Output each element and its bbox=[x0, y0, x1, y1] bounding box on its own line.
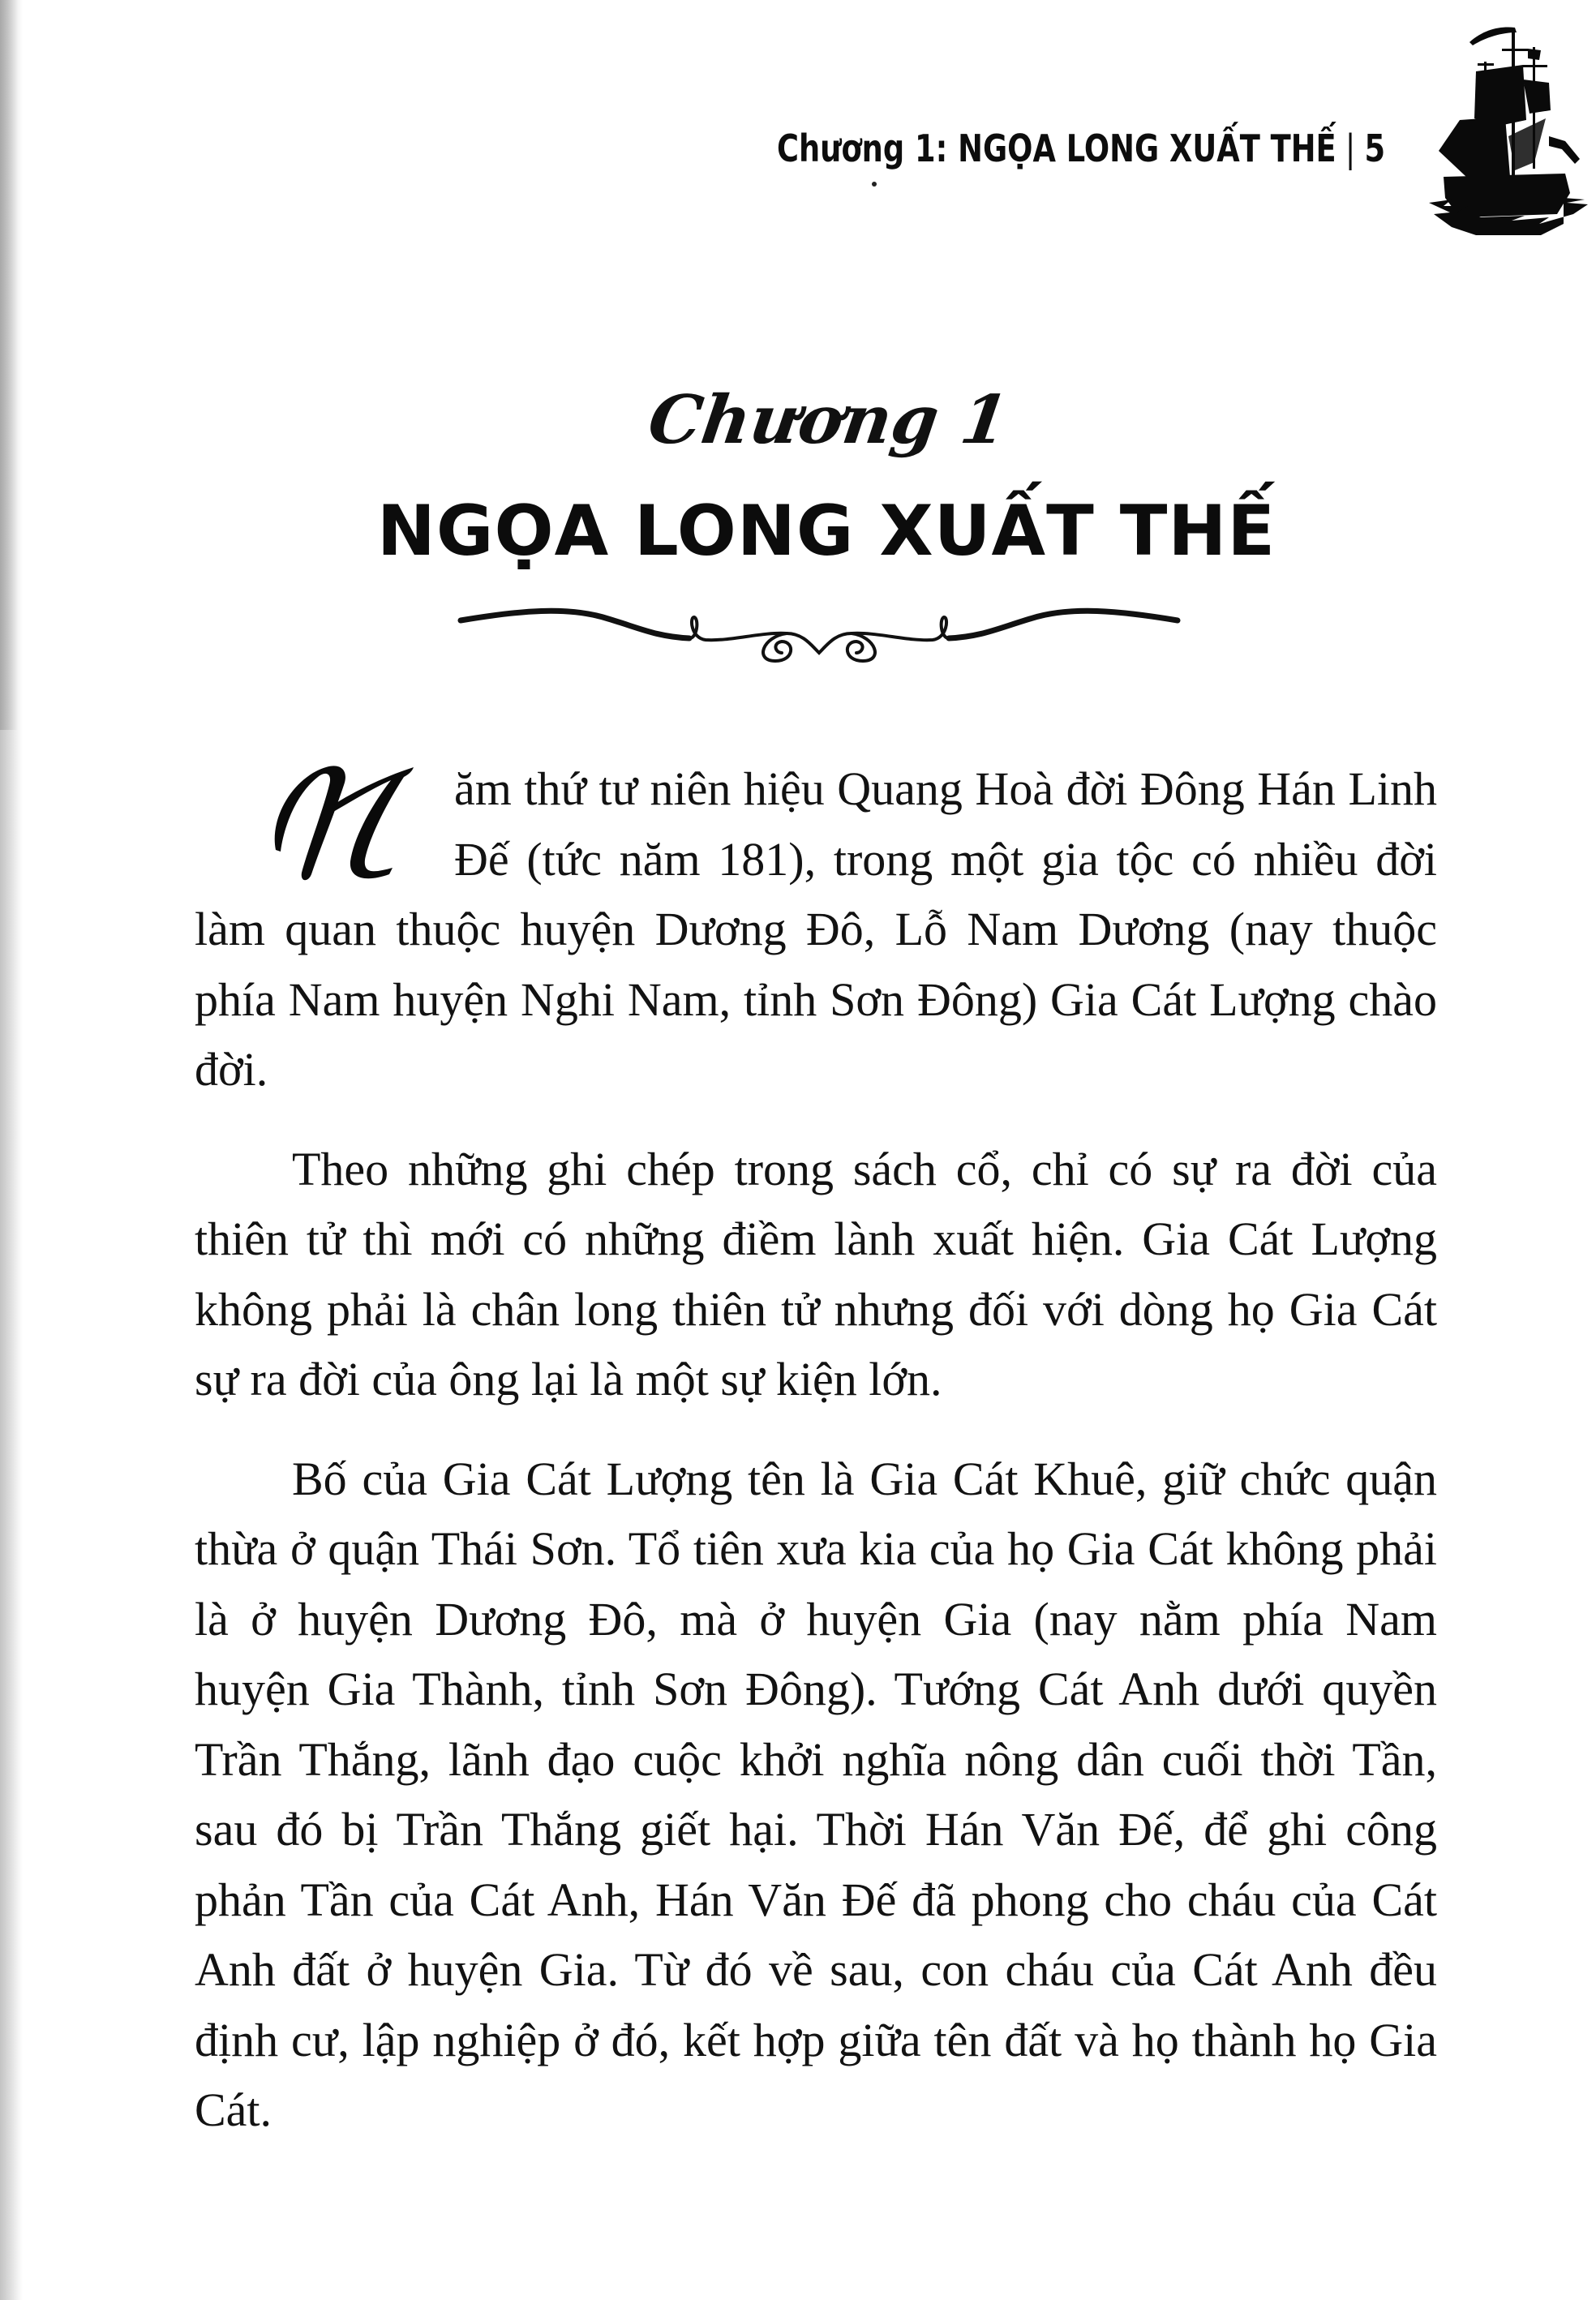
page-number: 5 bbox=[1364, 127, 1386, 170]
running-head-separator: | bbox=[1345, 127, 1356, 170]
chapter-body bbox=[195, 754, 1437, 2175]
paragraph-1-text: ăm thứ tư niên hiệu Quang Hoà đời Đông Hán Linh Đế (tức năm 181), trong một gia tộc có nhiều đời làm quan thuộc huyện Dương Đô, Lỗ Nam Dương (nay thuộc phía Nam huyện Nghi Nam, tỉnh Sơn Đông) Gia Cát Lượng chào đời. bbox=[195, 762, 1437, 1096]
running-head-chapter: Chương 1: NGỌA LONG XUẤT THẾ bbox=[777, 127, 1336, 170]
paragraph-1 bbox=[195, 754, 1437, 1105]
drop-cap-n-glyph bbox=[269, 761, 448, 882]
running-head-text bbox=[777, 120, 1386, 177]
paragraph-3: Bố của Gia Cát Lượng tên là Gia Cát Khuê, giữ chức quận thừa ở quận Thái Sơn. Tổ tiên xưa kia của họ Gia Cát không phải là ở huyện Dương Đô, mà ở huyện Gia (nay nằm phía Nam huyện Gia Thành, tỉnh Sơn Đông). Tướng Cát Anh dưới quyền Trần Thắng, lãnh đạo cuộc khởi nghĩa nông dân cuối thời Tần, sau đó bị Trần Thắng giết hại. Thời Hán Văn Đế, để ghi công phản Tần của Cát Anh, Hán Văn Đế đã phong cho cháu của Cát Anh đất ở huyện Gia. Từ đó về sau, con cháu của Cát Anh đều định cư, lập nghiệp ở đó, kết hợp giữa tên đất và họ thành họ Gia Cát. bbox=[195, 1452, 1437, 2136]
sailing-ship-icon bbox=[1427, 15, 1590, 242]
page-gutter-shadow-top bbox=[0, 0, 18, 730]
flourish-divider-icon bbox=[454, 596, 1184, 669]
drop-cap bbox=[195, 754, 454, 884]
paragraph-2: Theo những ghi chép trong sách cổ, chỉ có sự ra đời của thiên tử thì mới có những điềm lành xuất hiện. Gia Cát Lượng không phải là chân long thiên tử nhưng đối với dòng họ Gia Cát sự ra đời của ông lại là một sự kiện lớn. bbox=[195, 1142, 1437, 1405]
print-speck bbox=[872, 182, 877, 187]
chapter-label: Chương 1 bbox=[643, 381, 1014, 459]
chapter-title: NGỌA LONG XUẤT THẾ bbox=[376, 491, 1276, 572]
